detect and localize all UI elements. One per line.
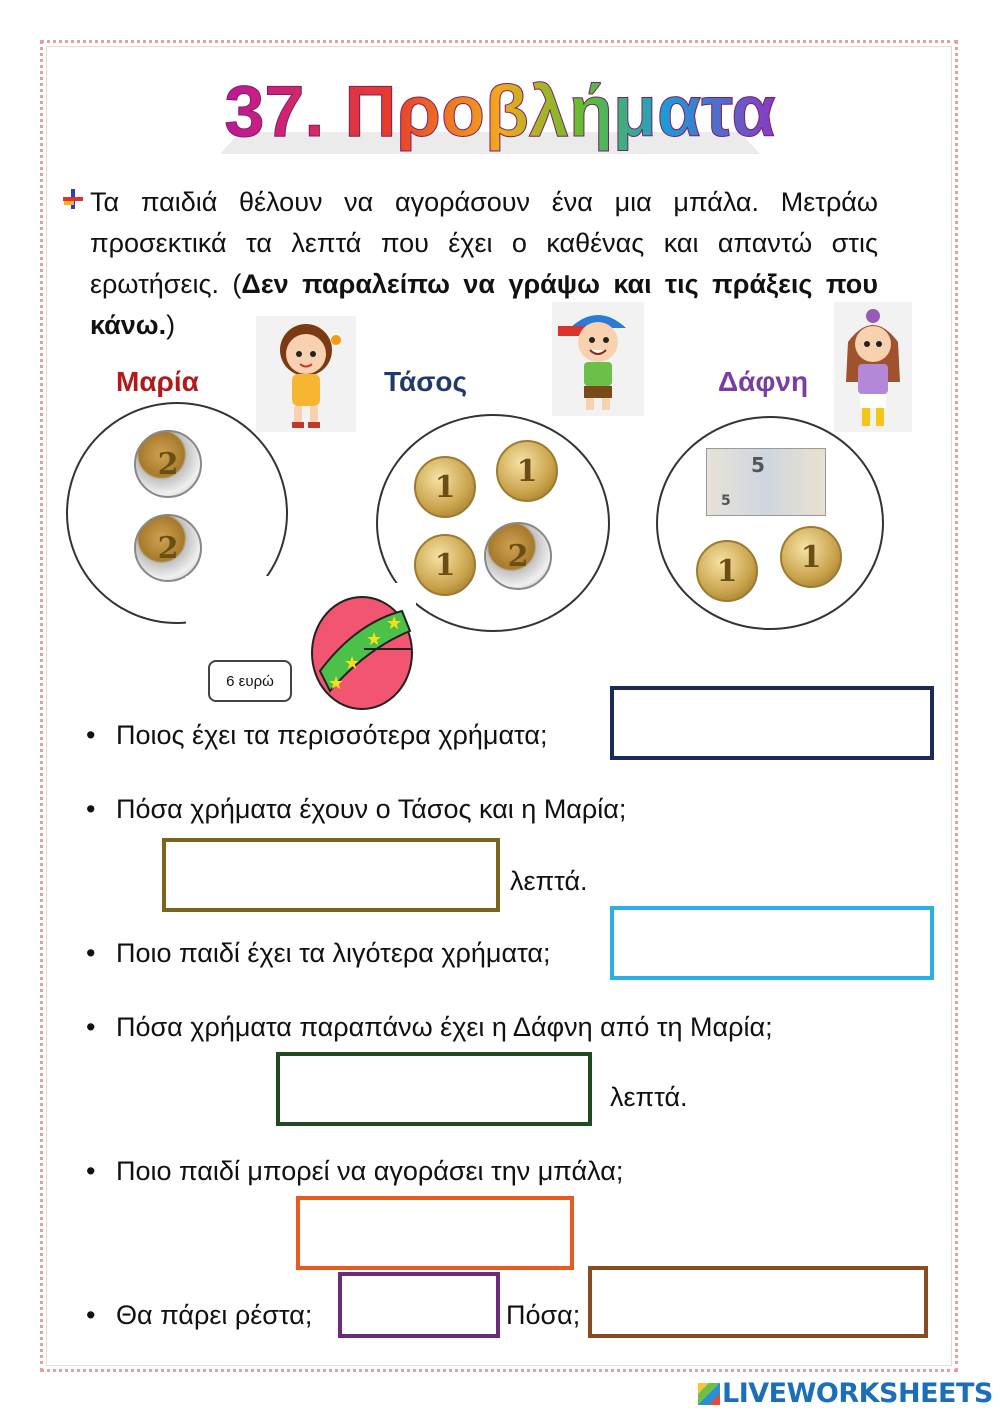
answer-box-6a[interactable] xyxy=(338,1272,500,1338)
svg-text:★: ★ xyxy=(366,629,383,650)
question-text: Πόσα χρήματα παραπάνω έχει η Δάφνη από τη Μαρία; xyxy=(116,1012,773,1042)
ball-illustration xyxy=(306,583,416,718)
tasos-coin-1 xyxy=(414,456,476,518)
intro-bold-text: Δεν παραλείπω να γράψω και τις πράξεις που κάνω. xyxy=(90,269,878,340)
question-text: Ποιο παιδί μπορεί να αγοράσει την μπάλα; xyxy=(116,1156,624,1186)
question-text: Πόσα χρήματα έχουν ο Τάσος και η Μαρία; xyxy=(116,794,627,824)
tasos-illustration xyxy=(552,302,644,416)
answer-box-4[interactable] xyxy=(276,1052,592,1126)
question-text: Ποιος έχει τα περισσότερα χρήματα; xyxy=(116,720,548,750)
note-value: 5 xyxy=(751,453,765,477)
brand-text: LIVEWORKSHEETS xyxy=(722,1378,993,1409)
question-1 xyxy=(88,720,547,751)
ball-price-tag: 6 ευρώ xyxy=(208,660,292,702)
coin-value: 1 xyxy=(434,547,456,583)
unit-label: λεπτά. xyxy=(510,866,588,896)
answer-box-3[interactable] xyxy=(610,906,934,980)
answer-box-5[interactable] xyxy=(296,1196,574,1270)
question-text: Ποιο παιδί έχει τα λιγότερα χρήματα; xyxy=(116,938,551,968)
tasos-coin-2 xyxy=(496,440,558,502)
svg-text:★: ★ xyxy=(386,613,403,634)
intro-text: Τα παιδιά θέλουν να αγοράσουν ένα μια μπάλα. Μετράω προσεκτικά τα λεπτά που έχει ο καθένας και απαντώ στις ερωτήσεις. ( xyxy=(90,187,878,299)
question-5 xyxy=(88,1156,623,1187)
question-2 xyxy=(88,794,626,825)
plus-bullet-icon xyxy=(62,188,84,210)
dafni-coin-2 xyxy=(780,526,842,588)
ball-icon xyxy=(306,583,416,718)
tasos-coin-4 xyxy=(484,522,552,590)
dafni-coin-1 xyxy=(696,540,758,602)
five-euro-banknote xyxy=(706,448,826,516)
girl-icon xyxy=(256,316,356,432)
question-text: Θα πάρει ρέστα; xyxy=(116,1300,313,1330)
dafni-illustration xyxy=(834,302,912,432)
coin-value: 2 xyxy=(507,538,529,574)
coin-value: 1 xyxy=(434,469,456,505)
unit-label: λεπτά. xyxy=(610,1082,688,1112)
liveworksheets-logo-icon xyxy=(698,1383,720,1405)
intro-paragraph xyxy=(90,182,878,346)
question-6 xyxy=(88,1300,312,1331)
question-4 xyxy=(88,1012,773,1043)
title-text: 37. Προβλήματα xyxy=(224,72,776,152)
boy-icon xyxy=(552,302,644,416)
child-name-maria: Μαρία xyxy=(116,366,199,397)
tasos-coin-3 xyxy=(414,534,476,596)
girl-icon xyxy=(834,302,912,432)
svg-text:★: ★ xyxy=(328,673,345,694)
circle-mask xyxy=(186,576,304,656)
coin-value: 1 xyxy=(516,453,538,489)
maria-coin-2 xyxy=(134,514,202,582)
coin-value: 2 xyxy=(157,530,179,566)
question-text-2: Πόσα; xyxy=(506,1300,581,1330)
answer-box-1[interactable] xyxy=(610,686,934,760)
child-name-tasos: Τάσος xyxy=(384,366,468,397)
intro-text-end: ) xyxy=(166,310,176,340)
question-3 xyxy=(88,938,550,969)
title-art xyxy=(220,62,780,162)
answer-box-6b[interactable] xyxy=(588,1266,928,1338)
footer-brand xyxy=(698,1378,993,1409)
child-name-dafni: Δάφνη xyxy=(718,366,809,397)
coin-value: 2 xyxy=(157,446,179,482)
coin-value: 1 xyxy=(716,553,738,589)
answer-box-2[interactable] xyxy=(162,838,500,912)
note-value-small: 5 xyxy=(721,493,731,509)
svg-text:★: ★ xyxy=(344,653,361,674)
coin-value: 1 xyxy=(800,539,822,575)
maria-illustration xyxy=(256,316,356,432)
maria-coin-1 xyxy=(134,430,202,498)
worksheet-title xyxy=(0,62,1000,162)
